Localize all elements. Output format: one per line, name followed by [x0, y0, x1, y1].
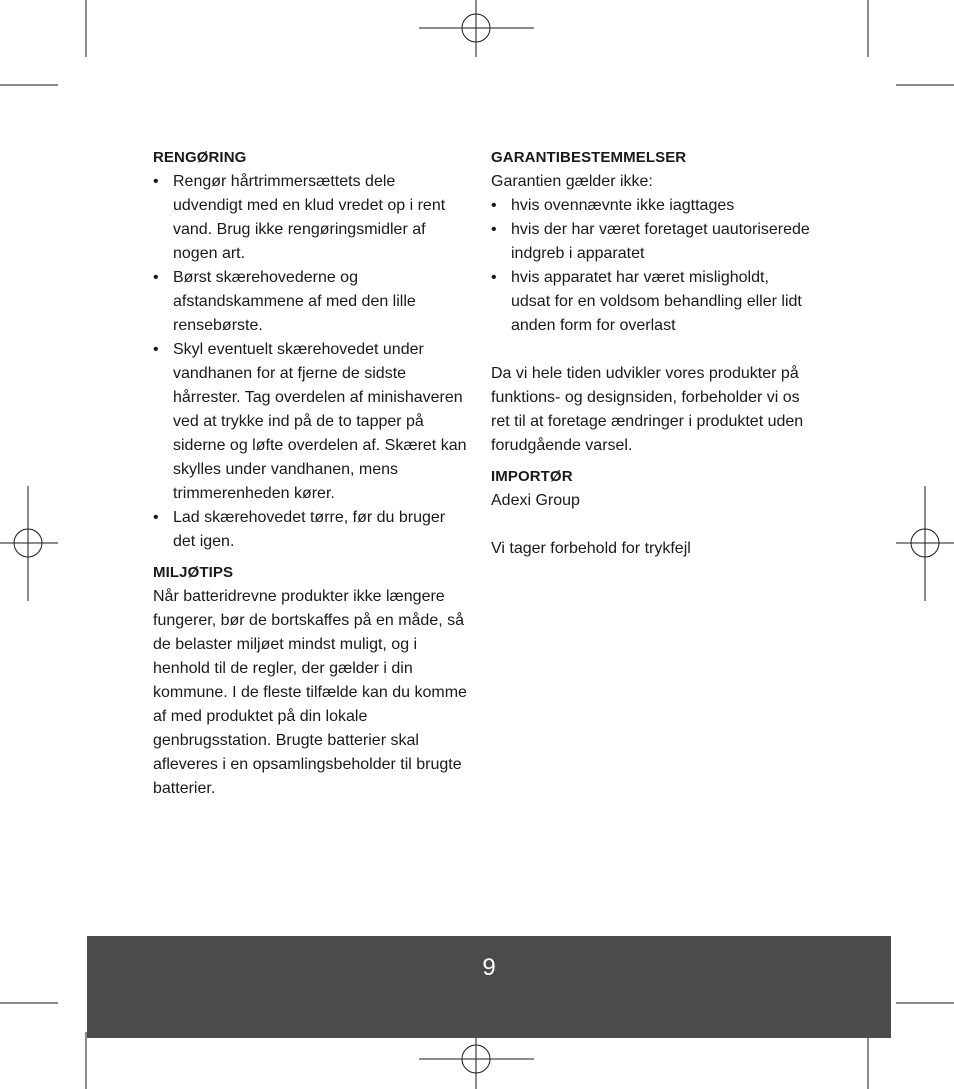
print-disclaimer: Vi tager forbehold for trykfejl [491, 540, 691, 557]
rengoring-list [153, 170, 468, 554]
registration-mark-bottom [419, 1032, 534, 1089]
miljotips-text: Når batteridrevne produkter ikke længere fungerer, bør de bortskaffes på en måde, så de belaster miljøet mindst muligt, og i henhold til de regler, der gælder i din kommune. I de fleste tilfælde kan du komme af med produktet på din lokale genbrugsstation. Brugte batterier skal afleveres i en opsamlingsbeholder til brugte batterier. [153, 588, 467, 797]
section-garanti [491, 146, 811, 458]
registration-mark-right [896, 486, 954, 601]
section-rengoring [153, 146, 468, 554]
registration-mark-top [419, 0, 534, 57]
heading-garanti: GARANTIBESTEMMELSER [491, 149, 687, 166]
left-column [153, 146, 468, 801]
section-importor [491, 465, 811, 561]
garanti-intro: Garantien gælder ikke: [491, 173, 653, 190]
list-item: • Lad skærehovedet tørre, før du bruger det igen. [153, 506, 468, 554]
list-item: • hvis der har været foretaget uautoriserede indgreb i apparatet [491, 218, 811, 266]
list-item: • hvis ovennævnte ikke iagttages [491, 194, 811, 218]
heading-rengoring: RENGØRING [153, 149, 247, 166]
registration-mark-left [0, 486, 58, 601]
list-item: • Børst skærehovederne og afstandskammene af med den lille rensebørste. [153, 266, 468, 338]
section-miljotips [153, 561, 468, 801]
list-item: • Skyl eventuelt skærehovedet under vandhanen for at fjerne de sidste hårrester. Tag overdelen af minishaveren ved at trykke ind på de to tapper på siderne og løfte overdelen af. Skæret kan skylles under vandhanen, mens trimmerenheden kører. [153, 338, 468, 506]
heading-miljotips: MILJØTIPS [153, 564, 234, 581]
footer-bar [87, 936, 891, 1038]
garanti-note: Da vi hele tiden udvikler vores produkter på funktions- og designsiden, forbeholder vi os ret til at foretage ændringer i produktet uden forudgående varsel. [491, 365, 804, 454]
heading-importor: IMPORTØR [491, 468, 573, 485]
garanti-list [491, 194, 811, 338]
page-number: 9 [482, 954, 496, 981]
importor-name: Adexi Group [491, 492, 580, 509]
list-item: • Rengør hårtrimmersættets dele udvendigt med en klud vredet op i rent vand. Brug ikke rengøringsmidler af nogen art. [153, 170, 468, 266]
right-column [491, 146, 811, 561]
list-item: • hvis apparatet har været misligholdt, udsat for en voldsom behandling eller lidt anden form for overlast [491, 266, 811, 338]
